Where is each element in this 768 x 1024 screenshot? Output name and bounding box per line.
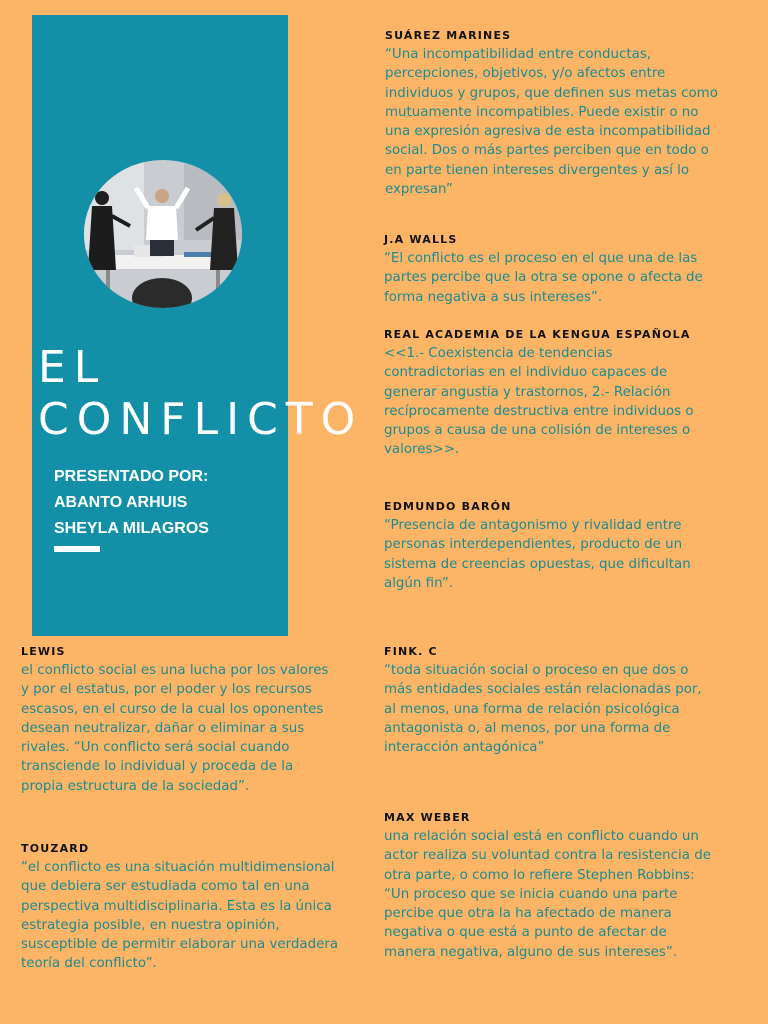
entry-author: LEWIS [21, 645, 66, 658]
cover-panel [32, 15, 364, 636]
entry-suarez-marines [385, 29, 725, 199]
presented-by-label: PRESENTADO POR: [54, 468, 209, 485]
office-conflict-photo [84, 160, 242, 308]
entry-real-academia [384, 328, 704, 460]
title-line-1: EL [38, 342, 107, 393]
presenter-block [54, 464, 284, 542]
entry-edmundo-baron [384, 500, 714, 593]
presenter-underline [54, 546, 100, 552]
entry-author: FINK. C [384, 645, 438, 658]
entry-quote: “Una incompatibilidad entre conductas, percepciones, objetivos, y/o afectos entre individuos y grupos, que definen sus metas como mutuamente incompatibles. Puede existir o no una expresión agresiva de esta incompatibilidad social. Dos o más partes perciben que en todo o en parte tienen intereses divergentes y así lo expresan” [385, 47, 718, 198]
entry-max-weber [384, 811, 714, 962]
entry-fink [384, 645, 714, 757]
entry-author: SUÁREZ MARINES [385, 29, 512, 42]
entry-quote: <<1.- Coexistencia de tendencias contradictorias en el individuo capaces de generar angustia y trastornos, 2.- Relación recíprocamente destructiva entre individuos o grupos a causa de una colisión de intereses o valores>>. [384, 346, 694, 458]
entry-lewis [21, 645, 331, 796]
cover-title [38, 342, 364, 446]
presenter-name-line-2: SHEYLA MILAGROS [54, 520, 209, 537]
entry-author: MAX WEBER [384, 811, 471, 824]
entry-author: EDMUNDO BARÓN [384, 500, 512, 513]
entry-quote: el conflicto social es una lucha por los valores y por el estatus, por el poder y los recursos escasos, en el curso de la cual los oponentes desean neutralizar, dañar o eliminar a sus rivales. “Un conflicto será social cuando transciende lo individual y proceda de la propia estructura de la sociedad”. [21, 663, 329, 794]
title-line-2: CONFLICTO [38, 394, 364, 445]
entry-quote: una relación social está en conflicto cuando un actor realiza su voluntad contra la resistencia de otra parte, o como lo refiere Stephen Robbins: “Un proceso que se inicia cuando una parte percibe que otra la ha afectado de manera negativa o que está a punto de afectar de manera negativa, alguno de sus intereses”. [384, 829, 711, 960]
entry-quote: “el conflicto es una situación multidimensional que debiera ser estudiada como tal en una perspectiva multidisciplinaria. Esta es la única estrategia posible, en nuestra opinión, susceptible de permitir elaborar una verdadera teoría del conflicto”. [21, 860, 339, 972]
entry-ja-walls [384, 233, 704, 307]
presenter-name-line-1: ABANTO ARHUIS [54, 494, 188, 511]
entry-author: TOUZARD [21, 842, 90, 855]
entry-author: REAL ACADEMIA DE LA KENGUA ESPAÑOLA [384, 328, 691, 341]
entry-touzard [21, 842, 341, 974]
entry-quote: “Presencia de antagonismo y rivalidad entre personas interdependientes, producto de un sistema de creencias opuestas, que dificultan algún fin”. [384, 518, 691, 591]
entry-author: J.A WALLS [384, 233, 458, 246]
photo-illustration [84, 160, 242, 308]
entry-quote: “El conflicto es el proceso en el que una de las partes percibe que la otra se opone o afecta de forma negativa a sus intereses”. [384, 251, 703, 305]
entry-quote: “toda situación social o proceso en que dos o más entidades sociales están relacionadas por, al menos, una forma de relación psicológica antagonista o, al menos, por una forma de interacción antagónica” [384, 663, 702, 756]
